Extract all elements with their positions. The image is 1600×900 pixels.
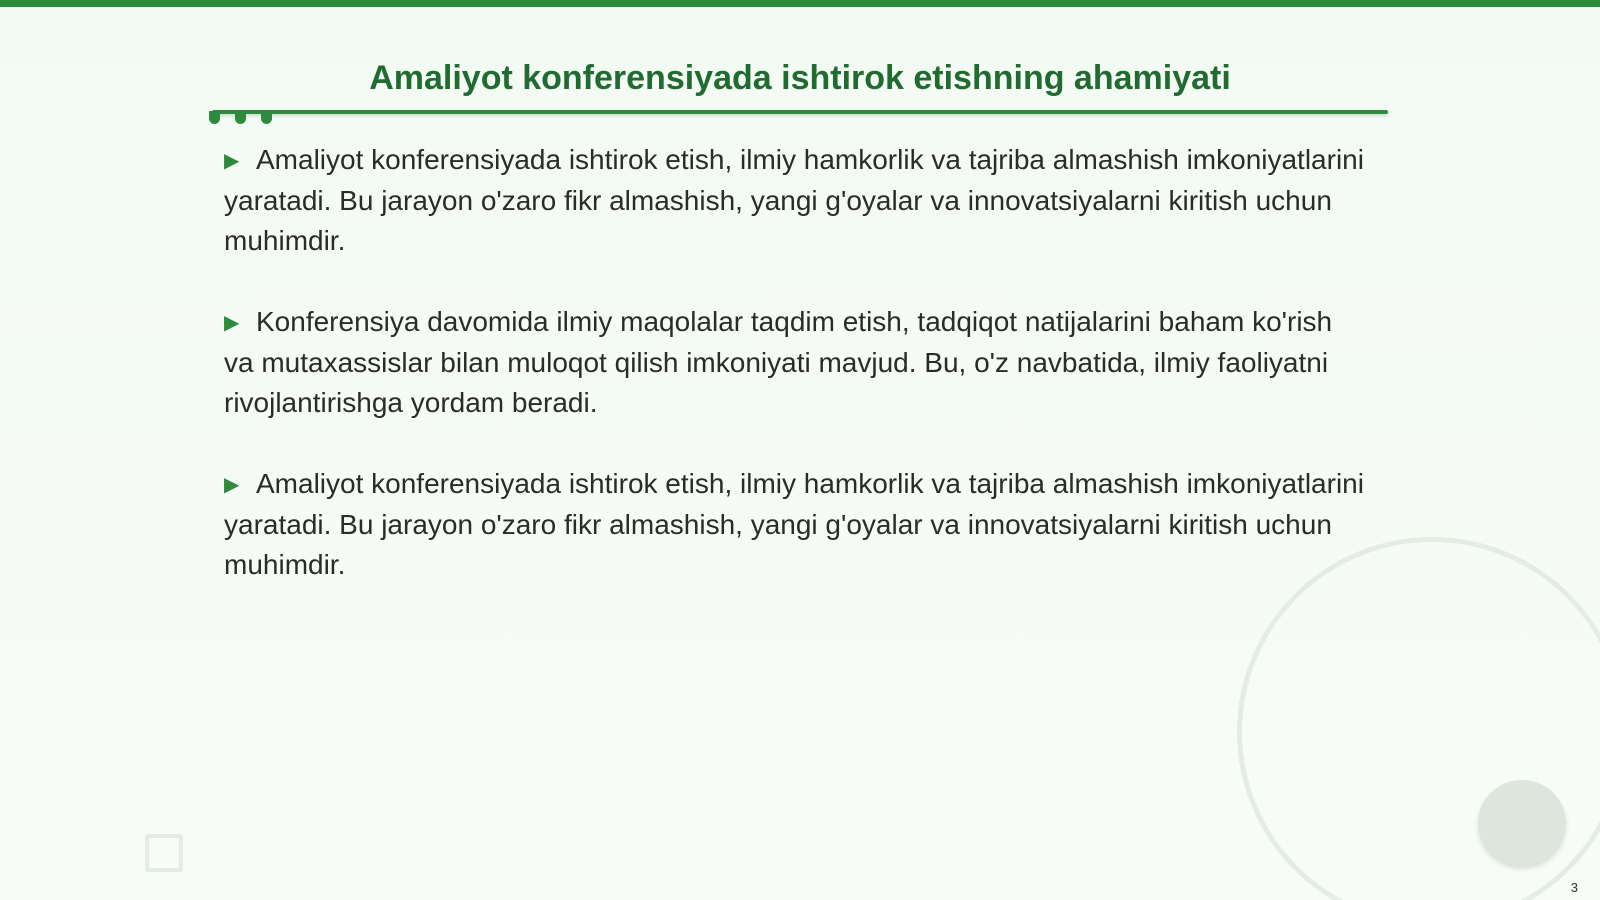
bullet-paragraph — [224, 464, 1364, 585]
slide-title: Amaliyot konferensiyada ishtirok etishning ahamiyati — [369, 59, 1231, 97]
paragraph-text: Amaliyot konferensiyada ishtirok etish, ilmiy hamkorlik va tajriba almashish imkoniyatlarini yaratadi. Bu jarayon o'zaro fikr almashish, yangi g'oyalar va innovatsiyalarni kiritish uchun muhimdir. — [224, 144, 1364, 256]
bullet-paragraph — [224, 302, 1364, 423]
paragraph-text: Amaliyot konferensiyada ishtirok etish, ilmiy hamkorlik va tajriba almashish imkoniyatlarini yaratadi. Bu jarayon o'zaro fikr almashish, yangi g'oyalar va innovatsiyalarni kiritish uchun muhimdir. — [224, 468, 1364, 580]
triangle-right-icon: ▶ — [224, 150, 240, 172]
decorative-square — [145, 834, 183, 872]
slide-body — [224, 140, 1364, 626]
underline-dot — [209, 111, 220, 124]
triangle-right-icon: ▶ — [224, 474, 240, 496]
triangle-right-icon: ▶ — [224, 312, 240, 334]
bullet-paragraph — [224, 140, 1364, 261]
page-number: 3 — [1570, 880, 1578, 895]
paragraph-text: Konferensiya davomida ilmiy maqolalar taqdim etish, tadqiqot natijalarini baham ko'rish va mutaxassislar bilan muloqot qilish imkoniyati mavjud. Bu, o'z navbatida, ilmiy faoliyatni rivojlantirishga yordam beradi. — [224, 306, 1333, 418]
title-underline — [212, 110, 1388, 114]
underline-dot — [235, 111, 246, 124]
decorative-circle — [1478, 780, 1566, 866]
top-accent-bar — [0, 0, 1600, 7]
underline-dot — [261, 111, 272, 124]
